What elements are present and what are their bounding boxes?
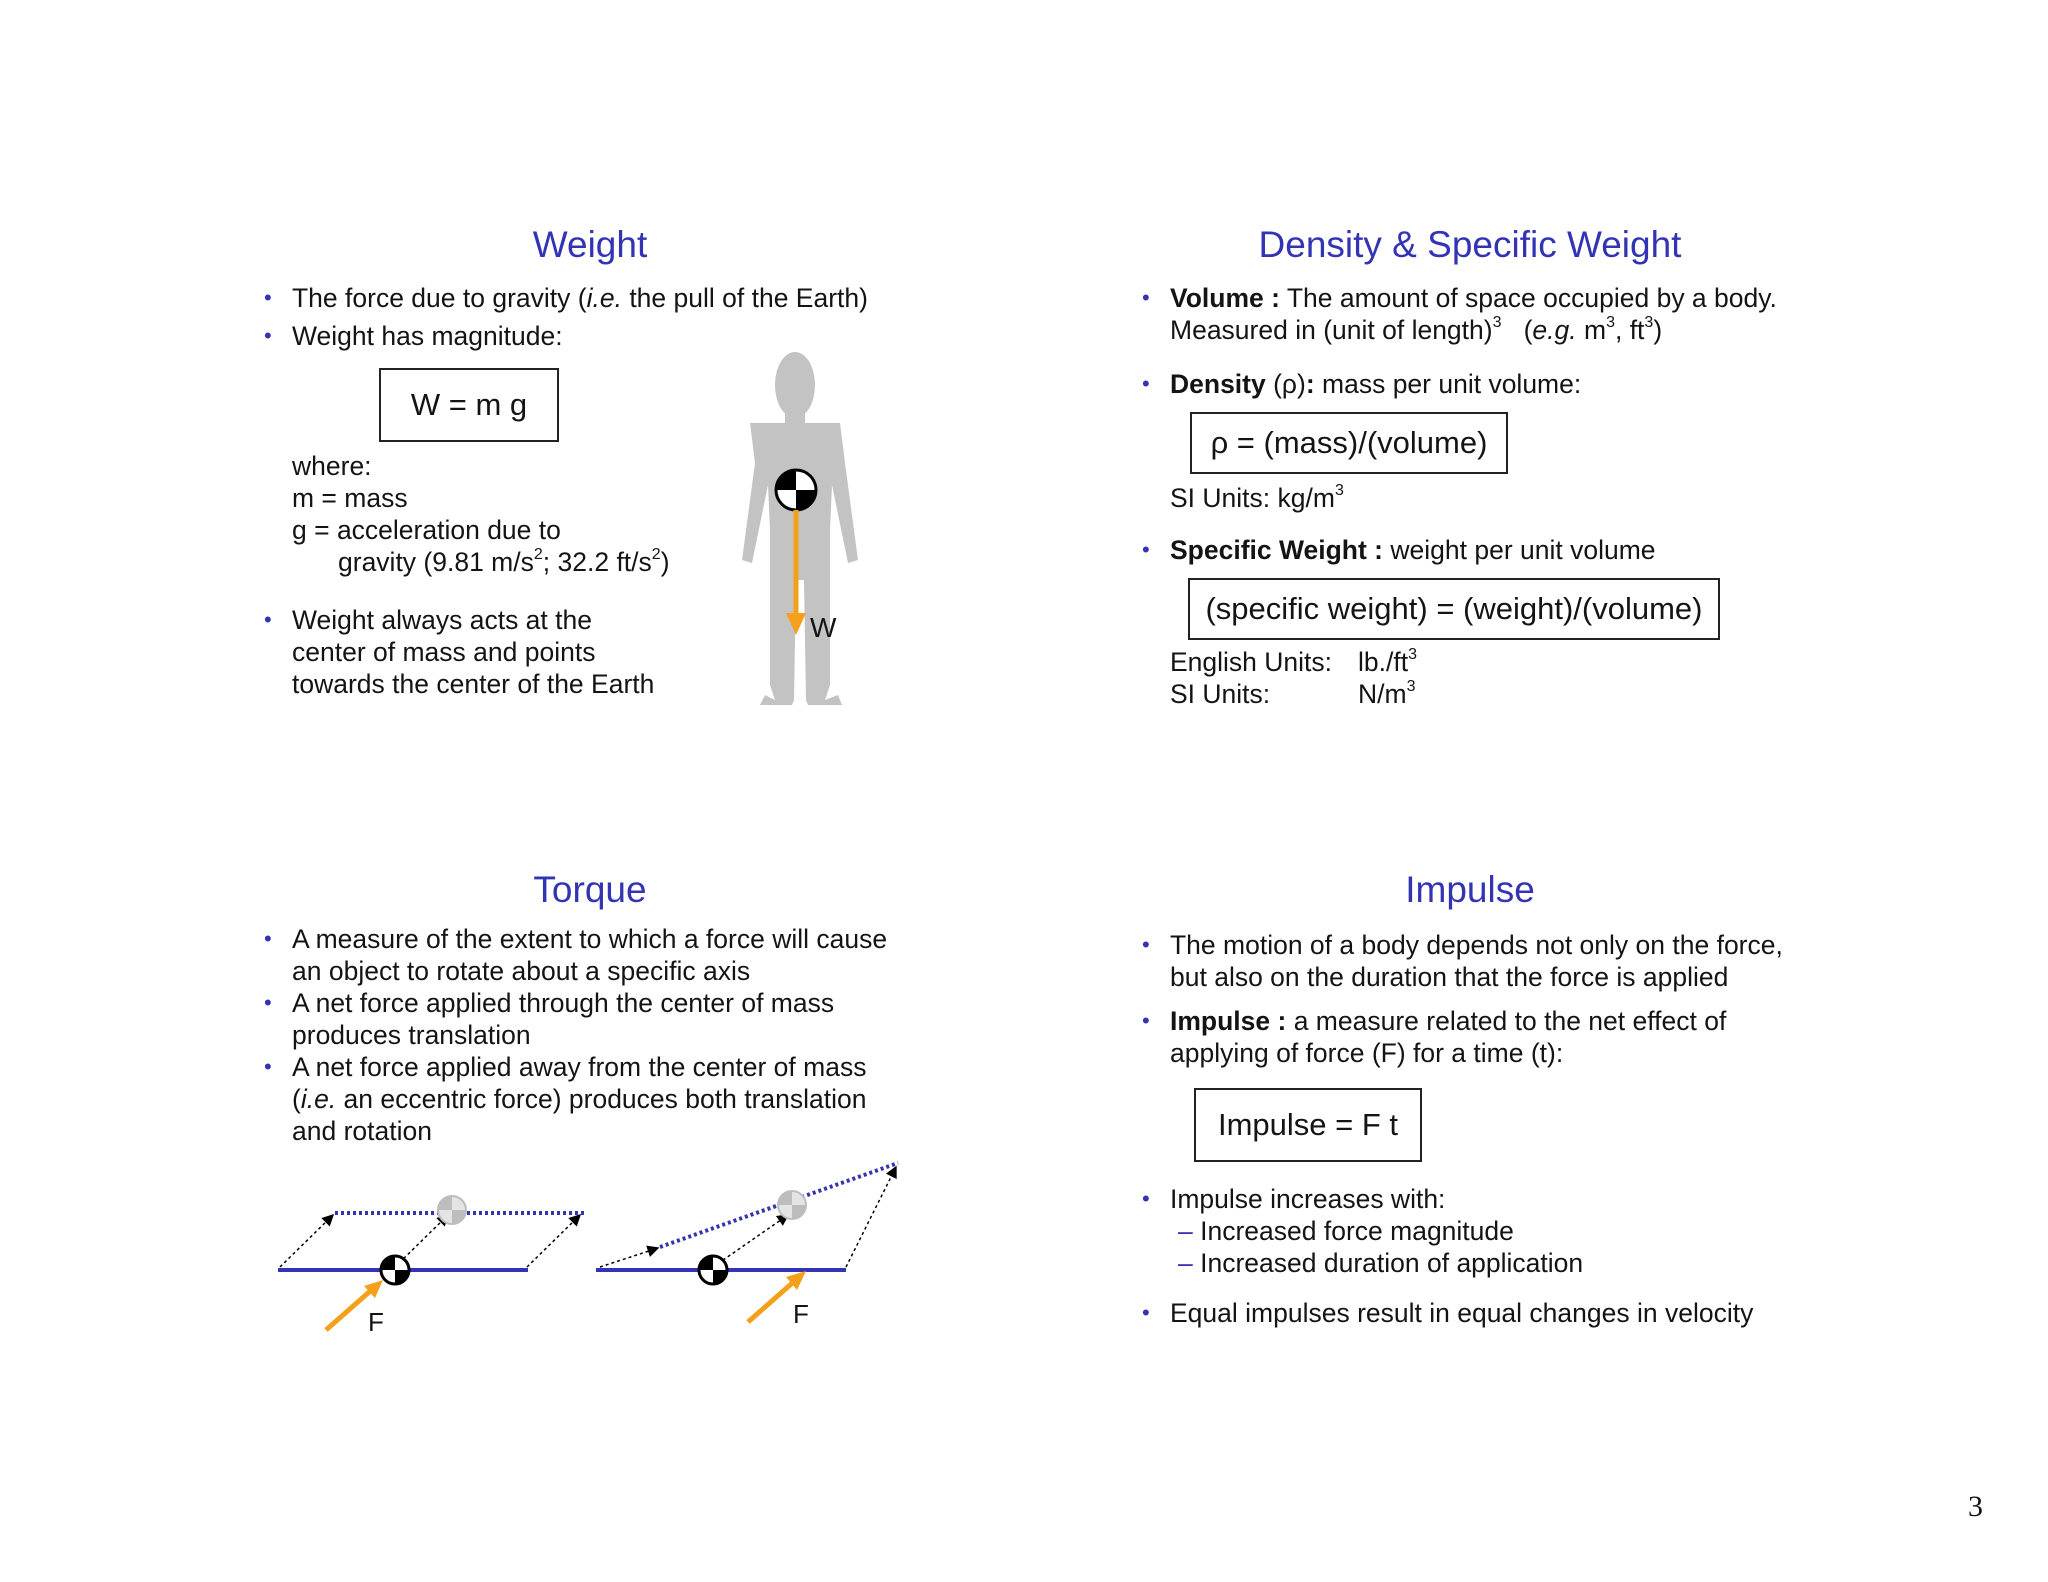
center-of-mass-icon [381, 1256, 409, 1284]
density-volume-units: Measured in (unit of length)$^3$ (e.g. $m^3$, $ft^3$) [1170, 314, 1663, 345]
si-units-label: SI Units: [1170, 679, 1271, 709]
density-bullet-volume: • Volume : The amount of space occupied by a body. [1170, 282, 1777, 314]
density-formula-box: ρ = (mass)/(volume) [1190, 412, 1508, 474]
weight-g-value: gravity (9.81 $m/s^2$; 32.2 $ft/s^2$) [338, 546, 670, 577]
slide-impulse [1120, 855, 2020, 1455]
weight-title: Weight [532, 224, 648, 265]
impulse-title: Impulse [1405, 869, 1535, 910]
weight-arrow-label: W [810, 612, 837, 643]
impulse-sub-1: – Increased force magnitude [1178, 1216, 1514, 1246]
english-units-label: English Units: [1170, 647, 1333, 677]
rotation-diagram [596, 1163, 898, 1329]
ghost-center-of-mass-icon [778, 1191, 806, 1219]
impulse-bullet-1: • The motion of a body depends not only on the force, but also on the duration that the force is applied [1170, 929, 1783, 993]
center-of-mass-icon [699, 1256, 727, 1284]
human-figure-diagram [730, 345, 910, 905]
specific-weight-formula-box: (specific weight) = (weight)/(volume) [1188, 578, 1720, 640]
torque-diagram [240, 1145, 960, 1345]
density-bullet-density: • Density (ρ): mass per unit volume: [1170, 368, 1581, 400]
slide-weight [240, 210, 1140, 810]
torque-bullet-3: • A net force applied away from the center of mass (i.e. an eccentric force) produces both translation and rotation [292, 1051, 866, 1147]
weight-formula-box: W = m g [379, 368, 559, 442]
impulse-bullet-4: • Equal impulses result in equal changes in velocity [1170, 1297, 1753, 1329]
weight-m-def: m = mass [292, 483, 408, 513]
center-of-mass-icon [776, 470, 816, 510]
weight-where: where: [292, 451, 372, 481]
density-bullet-specific-weight: • Specific Weight : weight per unit volume [1170, 534, 1656, 566]
weight-bullet-2: • Weight has magnitude: [292, 320, 563, 352]
force-label-1: F [368, 1307, 384, 1337]
slide-density [1120, 210, 2020, 810]
page-number: 3 [1968, 1490, 1983, 1523]
translation-diagram [278, 1196, 585, 1337]
weight-bullet-1: • The force due to gravity (i.e. the pull of the Earth) [292, 282, 868, 314]
ghost-center-of-mass-icon [438, 1196, 466, 1224]
impulse-bullet-3: • Impulse increases with: [1170, 1183, 1445, 1215]
human-figure-silhouette [742, 352, 858, 705]
torque-bullet-1: • A measure of the extent to which a force will cause an object to rotate about a specific axis [292, 923, 887, 987]
impulse-formula-box: Impulse = F t [1194, 1088, 1422, 1162]
impulse-bullet-2: • Impulse : a measure related to the net effect of applying of force (F) for a time (t): [1170, 1005, 1726, 1069]
density-si-units: SI Units: $kg/m^3$ [1170, 482, 1344, 513]
english-units-value: $lb./ft^3$ [1358, 646, 1417, 677]
force-label-2: F [793, 1299, 809, 1329]
impulse-sub-2: – Increased duration of application [1178, 1248, 1584, 1278]
slide-torque [240, 855, 1140, 1455]
density-title: Density & Specific Weight [1258, 224, 1682, 265]
torque-bullet-2: • A net force applied through the center of mass produces translation [292, 987, 834, 1051]
torque-title: Torque [533, 869, 647, 910]
si-units-value: $N/m^3$ [1358, 678, 1416, 709]
weight-bullet-3: • Weight always acts at the center of mass and points towards the center of the Earth [292, 604, 654, 700]
weight-g-def: g = acceleration due to [292, 515, 561, 545]
